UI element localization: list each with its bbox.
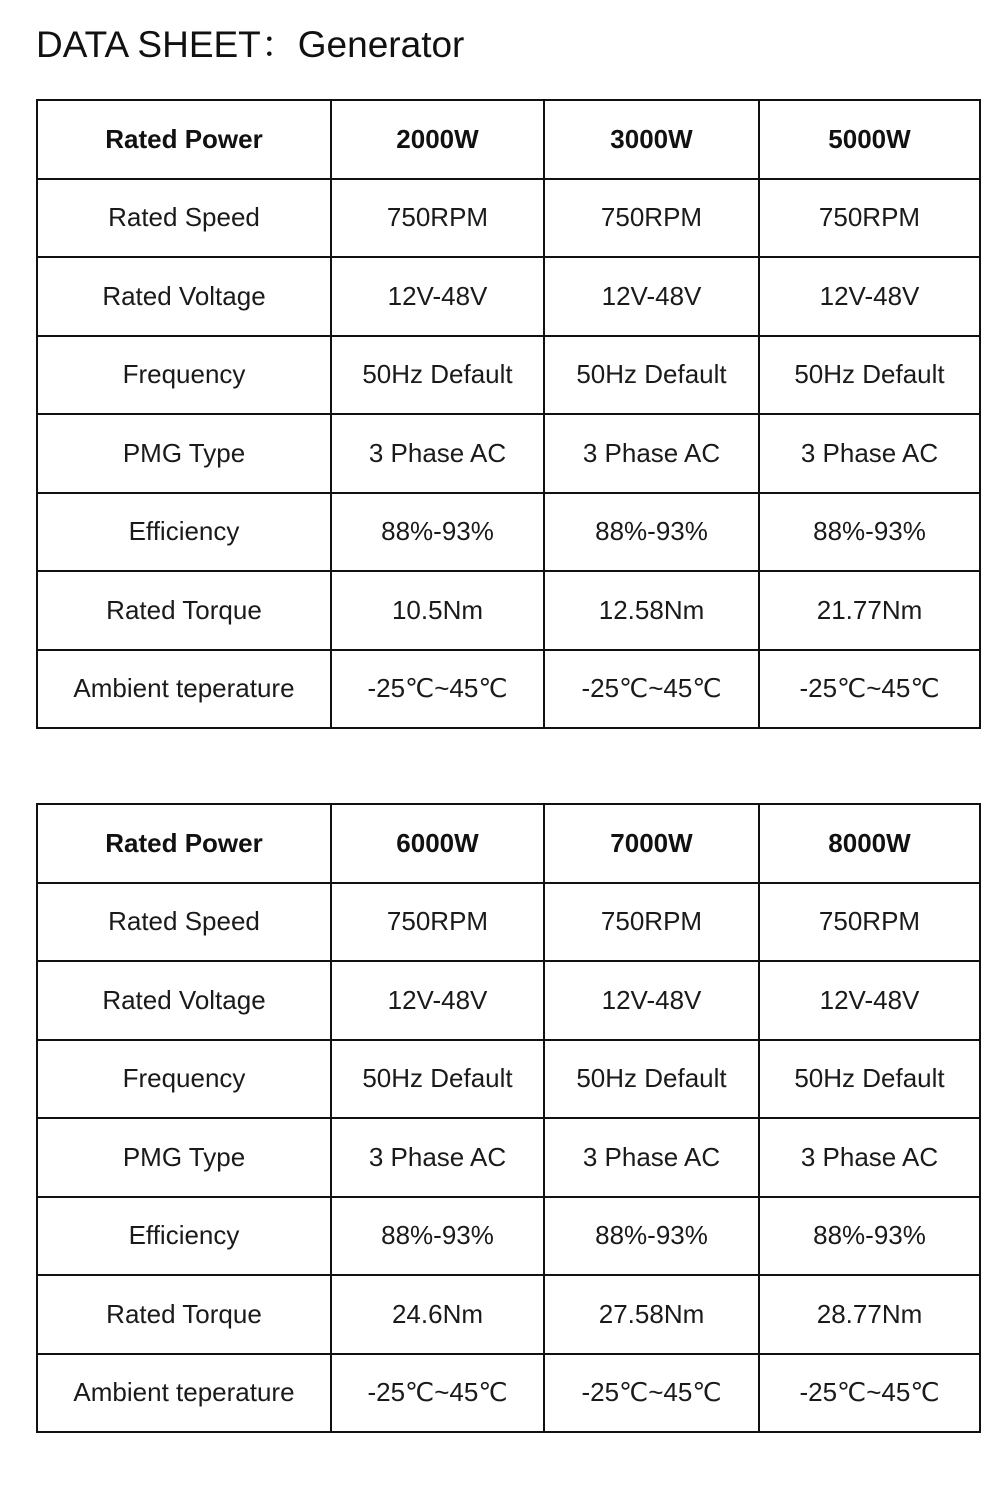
- table-row: [37, 1040, 980, 1119]
- table-row: [37, 493, 980, 572]
- row-label-cell: Efficiency: [37, 493, 331, 572]
- value-cell: 3 Phase AC: [759, 1118, 980, 1197]
- value-cell: 10.5Nm: [331, 571, 544, 650]
- value-cell: 3 Phase AC: [759, 414, 980, 493]
- table-row: [37, 883, 980, 962]
- row-label-cell: Rated Speed: [37, 179, 331, 258]
- header-cell: 3000W: [544, 100, 759, 179]
- value-cell: 750RPM: [759, 883, 980, 962]
- value-cell: -25℃~45℃: [544, 1354, 759, 1433]
- value-cell: 3 Phase AC: [544, 1118, 759, 1197]
- table-header-row: [37, 100, 980, 179]
- value-cell: 50Hz Default: [759, 336, 980, 415]
- table-row: [37, 1354, 980, 1433]
- value-cell: 12V-48V: [759, 961, 980, 1040]
- header-cell: 8000W: [759, 804, 980, 883]
- value-cell: 12V-48V: [331, 961, 544, 1040]
- header-cell: 6000W: [331, 804, 544, 883]
- table-row: [37, 1275, 980, 1354]
- value-cell: 88%-93%: [544, 1197, 759, 1276]
- table-row: [37, 257, 980, 336]
- value-cell: 12V-48V: [544, 961, 759, 1040]
- value-cell: -25℃~45℃: [331, 1354, 544, 1433]
- value-cell: 27.58Nm: [544, 1275, 759, 1354]
- header-cell: 7000W: [544, 804, 759, 883]
- row-label-cell: Ambient teperature: [37, 650, 331, 729]
- value-cell: 12V-48V: [331, 257, 544, 336]
- value-cell: 750RPM: [759, 179, 980, 258]
- value-cell: 50Hz Default: [331, 336, 544, 415]
- value-cell: 12V-48V: [544, 257, 759, 336]
- value-cell: 50Hz Default: [544, 1040, 759, 1119]
- header-cell: 2000W: [331, 100, 544, 179]
- table-row: [37, 961, 980, 1040]
- row-label-cell: Ambient teperature: [37, 1354, 331, 1433]
- row-label-cell: Rated Speed: [37, 883, 331, 962]
- row-label-cell: Frequency: [37, 1040, 331, 1119]
- page-title: DATA SHEET：Generator: [36, 24, 465, 65]
- value-cell: 88%-93%: [759, 1197, 980, 1276]
- value-cell: 750RPM: [331, 179, 544, 258]
- value-cell: -25℃~45℃: [331, 650, 544, 729]
- spec-table-2: [36, 803, 981, 1433]
- value-cell: 88%-93%: [759, 493, 980, 572]
- value-cell: 28.77Nm: [759, 1275, 980, 1354]
- table-row: [37, 1118, 980, 1197]
- value-cell: 3 Phase AC: [331, 414, 544, 493]
- row-label-cell: Rated Voltage: [37, 257, 331, 336]
- row-label-cell: Rated Torque: [37, 571, 331, 650]
- header-cell: 5000W: [759, 100, 980, 179]
- value-cell: 50Hz Default: [759, 1040, 980, 1119]
- value-cell: 21.77Nm: [759, 571, 980, 650]
- value-cell: 50Hz Default: [544, 336, 759, 415]
- value-cell: 12.58Nm: [544, 571, 759, 650]
- row-label-cell: Frequency: [37, 336, 331, 415]
- row-label-cell: Efficiency: [37, 1197, 331, 1276]
- value-cell: 3 Phase AC: [331, 1118, 544, 1197]
- value-cell: -25℃~45℃: [759, 650, 980, 729]
- table-row: [37, 336, 980, 415]
- value-cell: 3 Phase AC: [544, 414, 759, 493]
- value-cell: 12V-48V: [759, 257, 980, 336]
- row-label-cell: Rated Voltage: [37, 961, 331, 1040]
- table-row: [37, 179, 980, 258]
- value-cell: 50Hz Default: [331, 1040, 544, 1119]
- header-label-cell: Rated Power: [37, 100, 331, 179]
- table-row: [37, 571, 980, 650]
- table-row: [37, 414, 980, 493]
- value-cell: 750RPM: [544, 179, 759, 258]
- value-cell: 88%-93%: [331, 1197, 544, 1276]
- value-cell: 750RPM: [544, 883, 759, 962]
- value-cell: 88%-93%: [544, 493, 759, 572]
- value-cell: 24.6Nm: [331, 1275, 544, 1354]
- value-cell: -25℃~45℃: [759, 1354, 980, 1433]
- row-label-cell: PMG Type: [37, 1118, 331, 1197]
- spec-table-1: [36, 99, 981, 729]
- table-header-row: [37, 804, 980, 883]
- row-label-cell: PMG Type: [37, 414, 331, 493]
- row-label-cell: Rated Torque: [37, 1275, 331, 1354]
- value-cell: 750RPM: [331, 883, 544, 962]
- header-label-cell: Rated Power: [37, 804, 331, 883]
- value-cell: -25℃~45℃: [544, 650, 759, 729]
- value-cell: 88%-93%: [331, 493, 544, 572]
- table-row: [37, 650, 980, 729]
- table-row: [37, 1197, 980, 1276]
